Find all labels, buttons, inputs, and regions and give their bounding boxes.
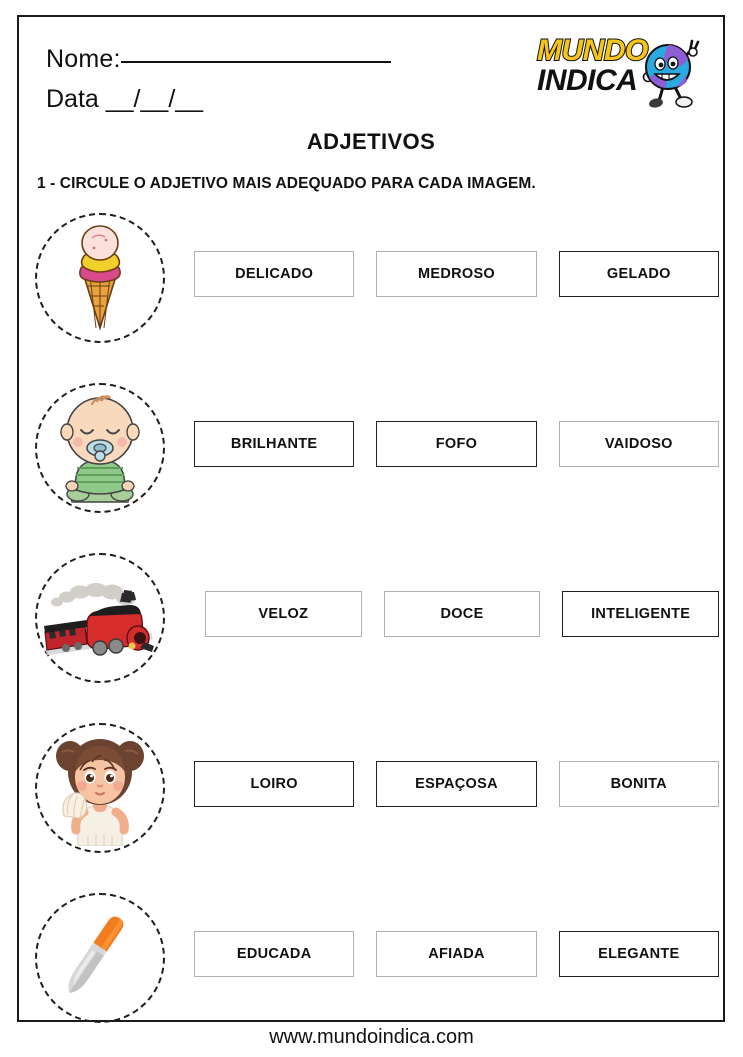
table-row [19,717,723,887]
option-box[interactable] [205,591,362,637]
question-rows [19,207,723,1057]
table-row [19,547,723,717]
option-box[interactable] [559,931,719,977]
options-group [194,931,719,977]
option-box[interactable] [559,421,719,467]
logo-line-indica: INDICA [537,63,638,97]
option-label: ESPAÇOSA [415,776,498,792]
picture-circle [35,383,165,513]
options-group [194,421,719,467]
option-label: GELADO [606,266,671,282]
option-label: VAIDOSO [604,436,673,452]
option-box[interactable] [376,931,536,977]
option-box[interactable] [376,251,536,297]
name-field-row [46,45,391,74]
option-label: BRILHANTE [230,436,318,452]
option-label: AFIADA [428,946,485,962]
option-label: MEDROSO [417,266,495,282]
option-box[interactable] [562,591,719,637]
table-row [19,377,723,547]
footer-website[interactable]: www.mundoindica.com [269,1026,474,1048]
option-box[interactable] [194,931,354,977]
option-label: EDUCADA [236,946,312,962]
brand-logo [537,31,705,115]
page-title: ADJETIVOS [306,129,436,154]
ice-cream-cone-image [54,224,146,332]
picture-circle [35,213,165,343]
option-box[interactable] [376,421,536,467]
option-box[interactable] [194,761,354,807]
option-box[interactable] [559,761,719,807]
instruction-text: 1 - CIRCULE O ADJETIVO MAIS ADEQUADO PARA CADA IMAGEM. [37,175,536,192]
option-box[interactable] [384,591,541,637]
table-row [19,207,723,377]
option-label: DOCE [440,606,484,622]
option-box[interactable] [559,251,719,297]
worksheet-page [17,15,725,1022]
logo-line-mundo: MUNDO [537,34,648,67]
options-group [194,761,719,807]
knife-image [48,906,152,1010]
options-group [205,591,719,637]
options-group [194,251,719,297]
option-box[interactable] [194,251,354,297]
baby-image [48,390,152,506]
girl-image [48,730,152,846]
date-label: Data __/__/__ [46,85,204,113]
option-label: ELEGANTE [598,946,680,962]
picture-circle [35,553,165,683]
option-label: FOFO [435,436,478,452]
worksheet-header [19,17,723,127]
name-write-line[interactable] [121,61,391,63]
option-label: BONITA [610,776,667,792]
option-label: LOIRO [250,776,298,792]
logo-text [537,34,648,97]
option-box[interactable] [194,421,354,467]
steam-train-image [40,566,160,670]
option-label: VELOZ [258,606,309,622]
picture-circle [35,723,165,853]
globe-character-icon [635,37,701,111]
picture-circle [35,893,165,1023]
name-label: Nome: [46,45,121,73]
option-label: INTELIGENTE [591,606,691,622]
option-box[interactable] [376,761,536,807]
option-label: DELICADO [235,266,314,282]
